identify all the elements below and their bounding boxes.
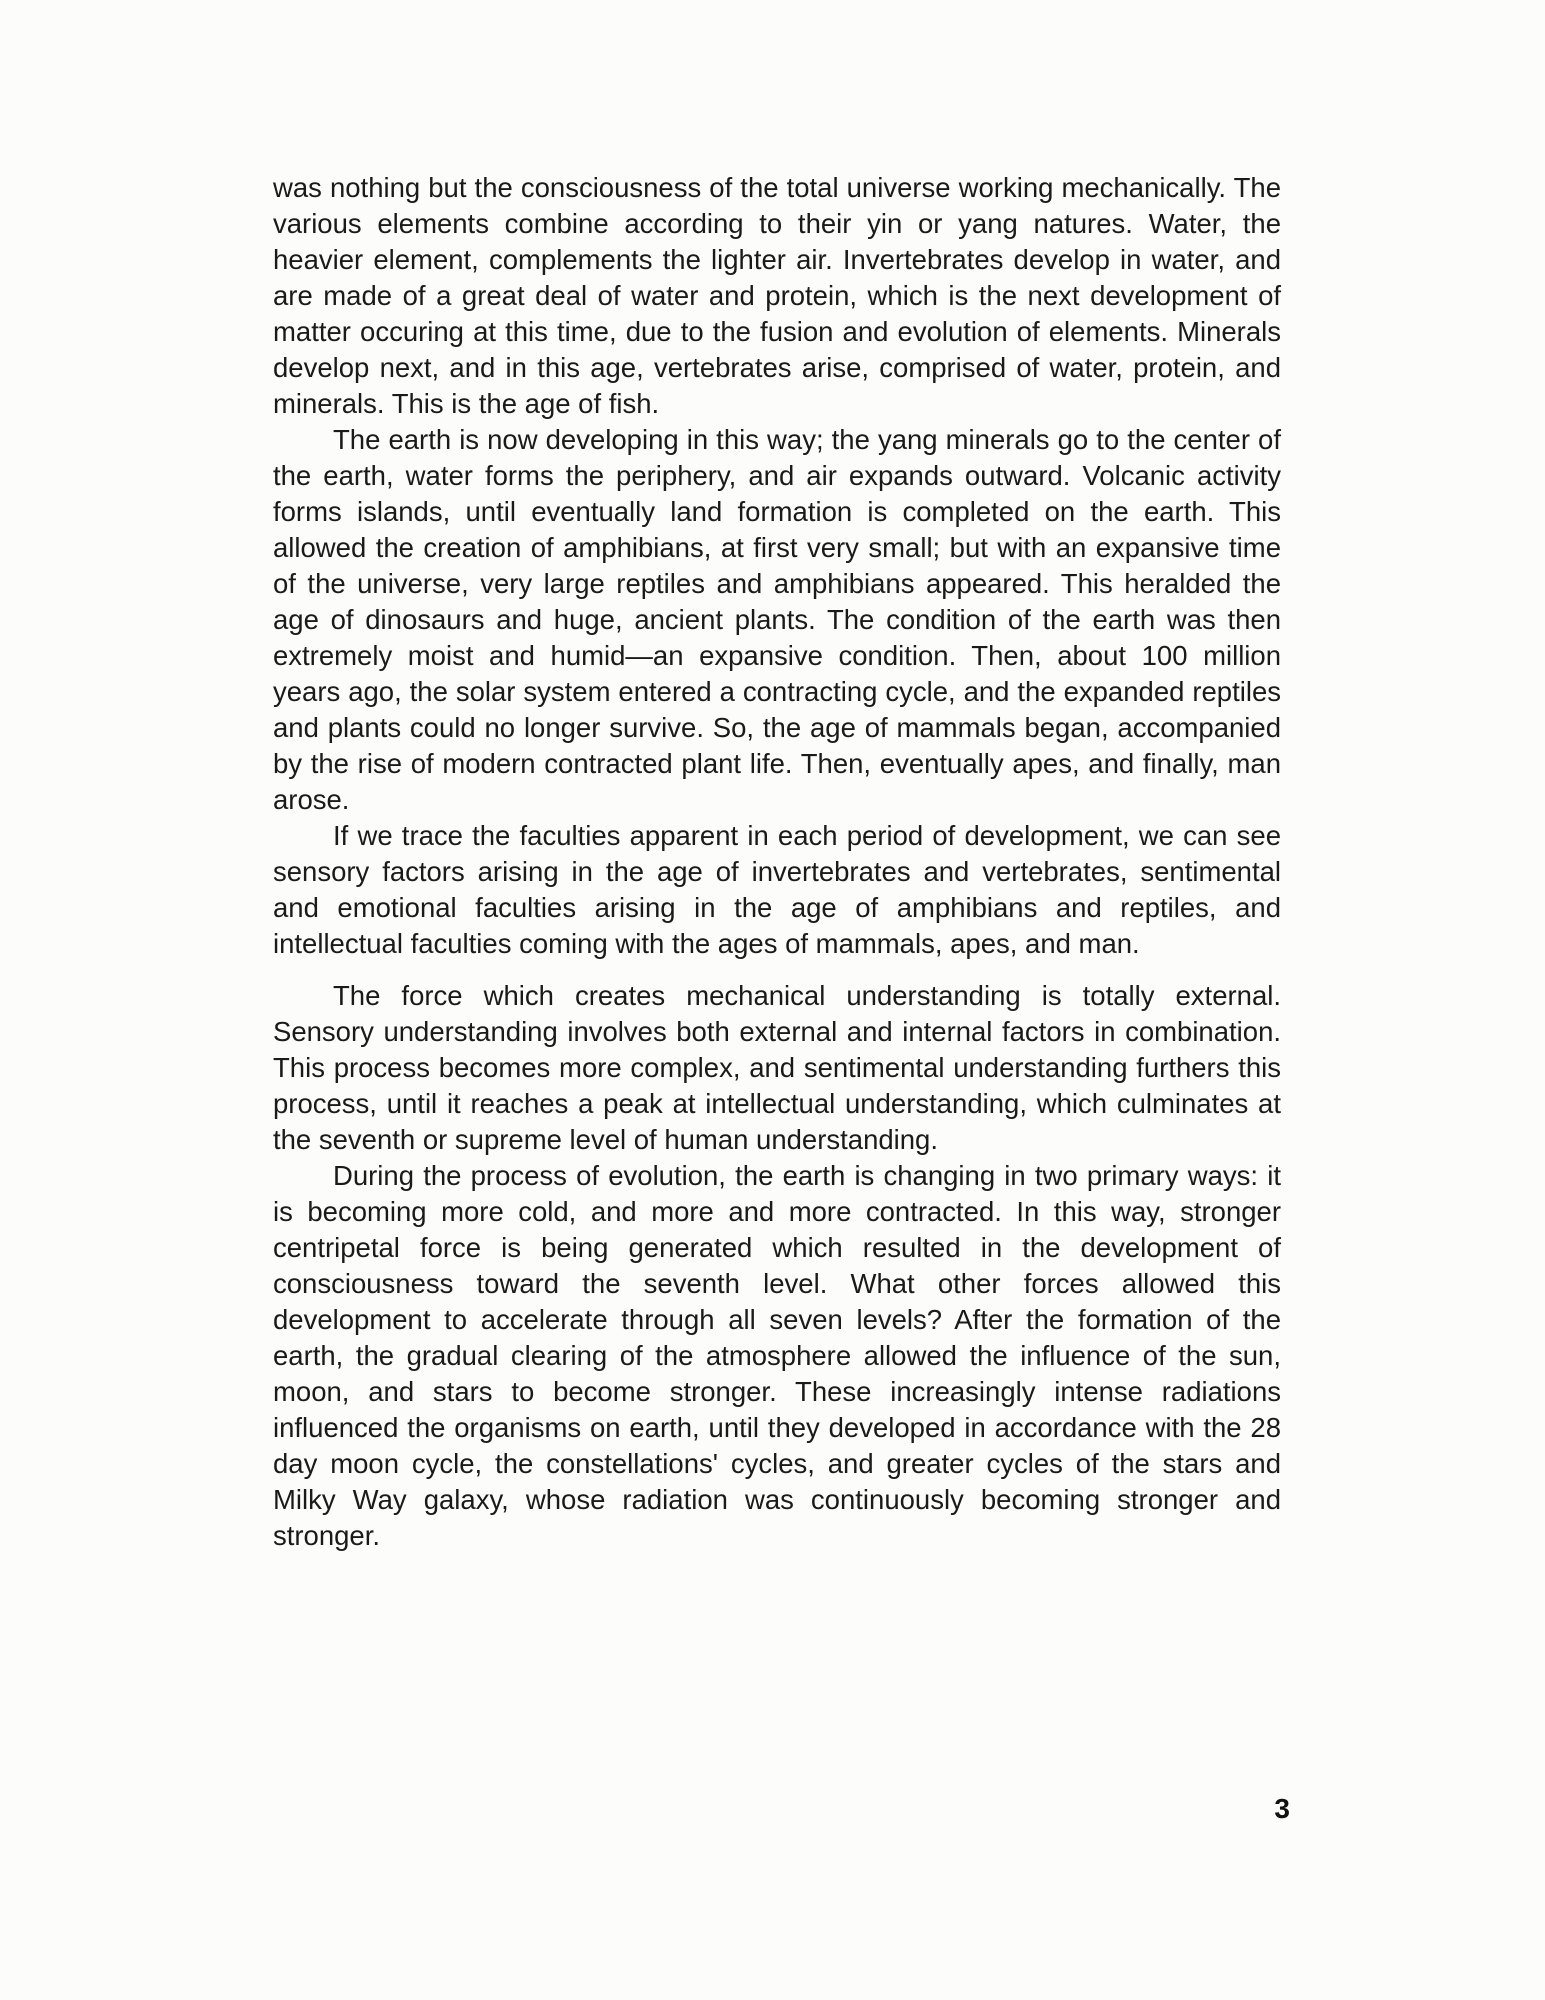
paragraph: The earth is now developing in this way; the yang minerals go to the center of the earth, water forms the periphery, and air expands outward. Volcanic activity forms islands, until eventually land formation is completed on the earth. This allowed the creation of amphibians, at first very small; but with an expansive time of the universe, very large reptiles and amphibians appeared. This heralded the age of dinosaurs and huge, ancient plants. The condition of the earth was then extremely moist and humid—an expansive condition. Then, about 100 million years ago, the solar system entered a contracting cycle, and the expanded reptiles and plants could no longer survive. So, the age of mammals began, accompanied by the rise of modern contracted plant life. Then, eventually apes, and finally, man arose. xyxy=(273,424,1281,815)
paragraph: During the process of evolution, the earth is changing in two primary ways: it is becoming more cold, and more and more contracted. In this way, stronger centripetal force is being generated which resulted in the development of consciousness toward the seventh level. What other forces allowed this development to accelerate through all seven levels? After the formation of the earth, the gradual clearing of the atmosphere allowed the influence of the sun, moon, and stars to become stronger. These increasingly intense radiations influenced the organisms on earth, until they developed in accordance with the 28 day moon cycle, the constellations' cycles, and greater cycles of the stars and Milky Way galaxy, whose radiation was continuously becoming stronger and stronger. xyxy=(273,1160,1281,1551)
paragraph: The force which creates mechanical understanding is totally external. Sensory understanding involves both external and internal factors in combination. This process becomes more complex, and sentimental understanding furthers this process, until it reaches a peak at intellectual understanding, which culminates at the seventh or supreme level of human understanding. xyxy=(273,980,1281,1155)
body-text xyxy=(273,170,1281,1554)
paragraph: If we trace the faculties apparent in each period of development, we can see sensory factors arising in the age of invertebrates and vertebrates, sentimental and emotional faculties arising in the age of amphibians and reptiles, and intellectual faculties coming with the ages of mammals, apes, and man. xyxy=(273,820,1281,959)
page-number: 3 xyxy=(1274,1793,1290,1824)
paragraph: was nothing but the consciousness of the total universe working mechanically. The various elements combine according to their yin or yang natures. Water, the heavier element, complements the lighter air. Invertebrates develop in water, and are made of a great deal of water and protein, which is the next development of matter occuring at this time, due to the fusion and evolution of elements. Minerals develop next, and in this age, vertebrates arise, comprised of water, protein, and minerals. This is the age of fish. xyxy=(273,172,1281,419)
